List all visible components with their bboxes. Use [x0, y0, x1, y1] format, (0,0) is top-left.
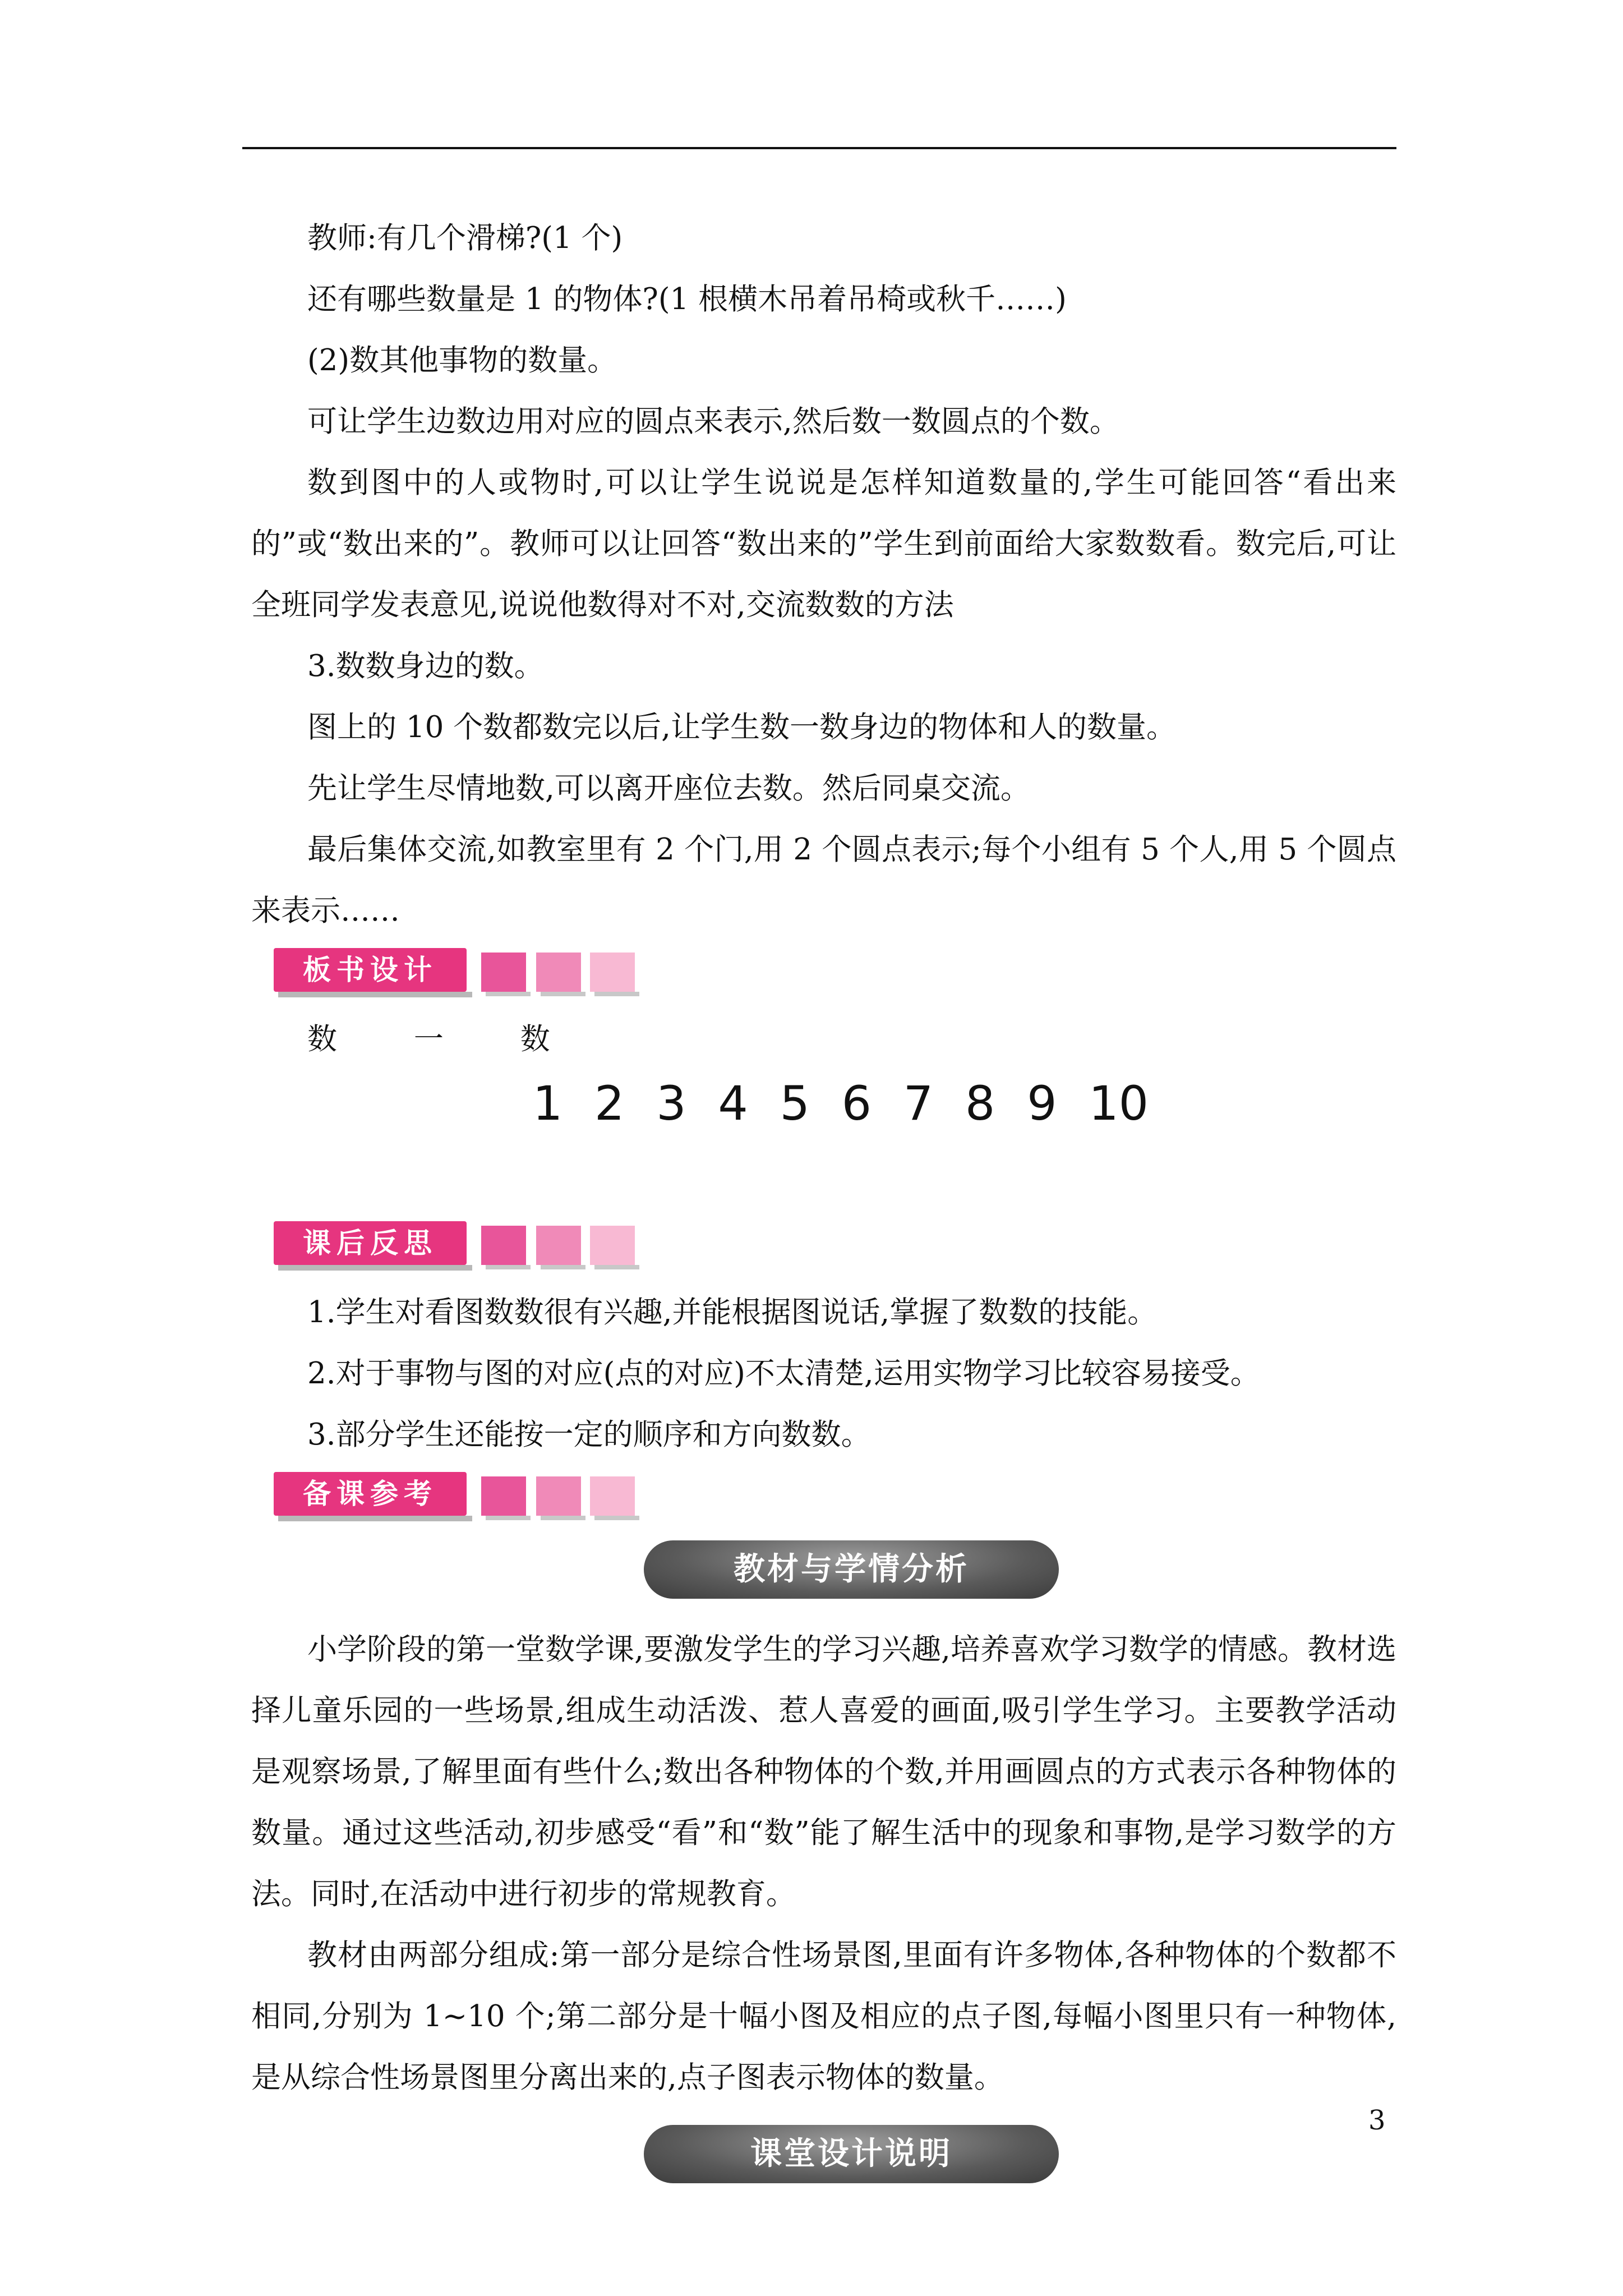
page-content: [251, 208, 1396, 2203]
section-heading-reference: [251, 1472, 1396, 1524]
decor-square: [481, 1226, 526, 1265]
board-numbers: 1 2 3 4 5 6 7 8 9 10: [532, 1076, 1149, 1131]
decor-square: [481, 953, 526, 992]
banner-title: 课堂设计说明: [750, 2136, 952, 2172]
page-number: 3: [1368, 2105, 1386, 2136]
paragraph: 小学阶段的第一堂数学课,要激发学生的学习兴趣,培养喜欢学习数学的情感。教材选择儿童乐园的一些场景,组成生动活泼、惹人喜爱的画面,吸引学生学习。主要教学活动是观察场景,了解里面有些什么;数出各种物体的个数,并用画圆点的方式表示各种物体的数量。通过这些活动,初步感受“看”和“数”能了解生活中的现象和事物,是学习数学的方法。同时,在活动中进行初步的常规教育。: [251, 1632, 1396, 1911]
section-label: 板书设计: [274, 948, 467, 992]
decor-square: [536, 953, 581, 992]
list-item: 2.对于事物与图的对应(点的对应)不太清楚,运用实物学习比较容易接受。: [307, 1356, 1260, 1391]
paragraph: 教师:有几个滑梯?(1 个): [307, 221, 623, 255]
board-title: 数 一 数: [307, 1022, 584, 1056]
paragraph: (2)数其他事物的数量。: [307, 343, 617, 378]
list-item: 3.部分学生还能按一定的顺序和方向数数。: [307, 1418, 871, 1452]
decor-square: [536, 1226, 581, 1265]
paragraph: 数到图中的人或物时,可以让学生说说是怎样知道数量的,学生可能回答“看出来的”或“数出来的”。教师可以让回答“数出来的”学生到前面给大家数数看。数完后,可让全班同学发表意见,说说他数得对不对,交流数数的方法: [251, 466, 1396, 622]
paragraph: 先让学生尽情地数,可以离开座位去数。然后同桌交流。: [307, 771, 1030, 806]
list-item: 1.学生对看图数数很有兴趣,并能根据图说话,掌握了数数的技能。: [307, 1295, 1158, 1329]
paragraph: 最后集体交流,如教室里有 2 个门,用 2 个圆点表示;每个小组有 5 个人,用 5 个圆点来表示……: [251, 832, 1396, 928]
section-label: 备课参考: [274, 1472, 467, 1516]
design-banner: [251, 2119, 1396, 2192]
header-rule: [242, 147, 1396, 149]
section-heading-board: [251, 948, 1396, 1000]
banner-title: 教材与学情分析: [734, 1551, 969, 1588]
decor-square: [536, 1476, 581, 1516]
paragraph: 3.数数身边的数。: [307, 649, 544, 683]
banner-pill: [644, 1540, 1059, 1599]
section-label: 课后反思: [274, 1221, 467, 1265]
paragraph: 教材由两部分组成:第一部分是综合性场景图,里面有许多物体,各种物体的个数都不相同,分别为 1~10 个;第二部分是十幅小图及相应的点子图,每幅小图里只有一种物体,是从综合性场景图里分离出来的,点子图表示物体的数量。: [251, 1938, 1396, 2095]
decor-square: [481, 1476, 526, 1516]
paragraph: 还有哪些数量是 1 的物体?(1 根横木吊着吊椅或秋千……): [307, 282, 1067, 316]
decor-square: [590, 953, 635, 992]
paragraph: 可让学生边数边用对应的圆点来表示,然后数一数圆点的个数。: [307, 404, 1119, 439]
decor-square: [590, 1476, 635, 1516]
analysis-banner: [251, 1535, 1396, 1608]
paragraph: 图上的 10 个数都数完以后,让学生数一数身边的物体和人的数量。: [307, 710, 1176, 744]
banner-pill: [644, 2125, 1059, 2183]
decor-square: [590, 1226, 635, 1265]
section-heading-reflection: [251, 1221, 1396, 1273]
